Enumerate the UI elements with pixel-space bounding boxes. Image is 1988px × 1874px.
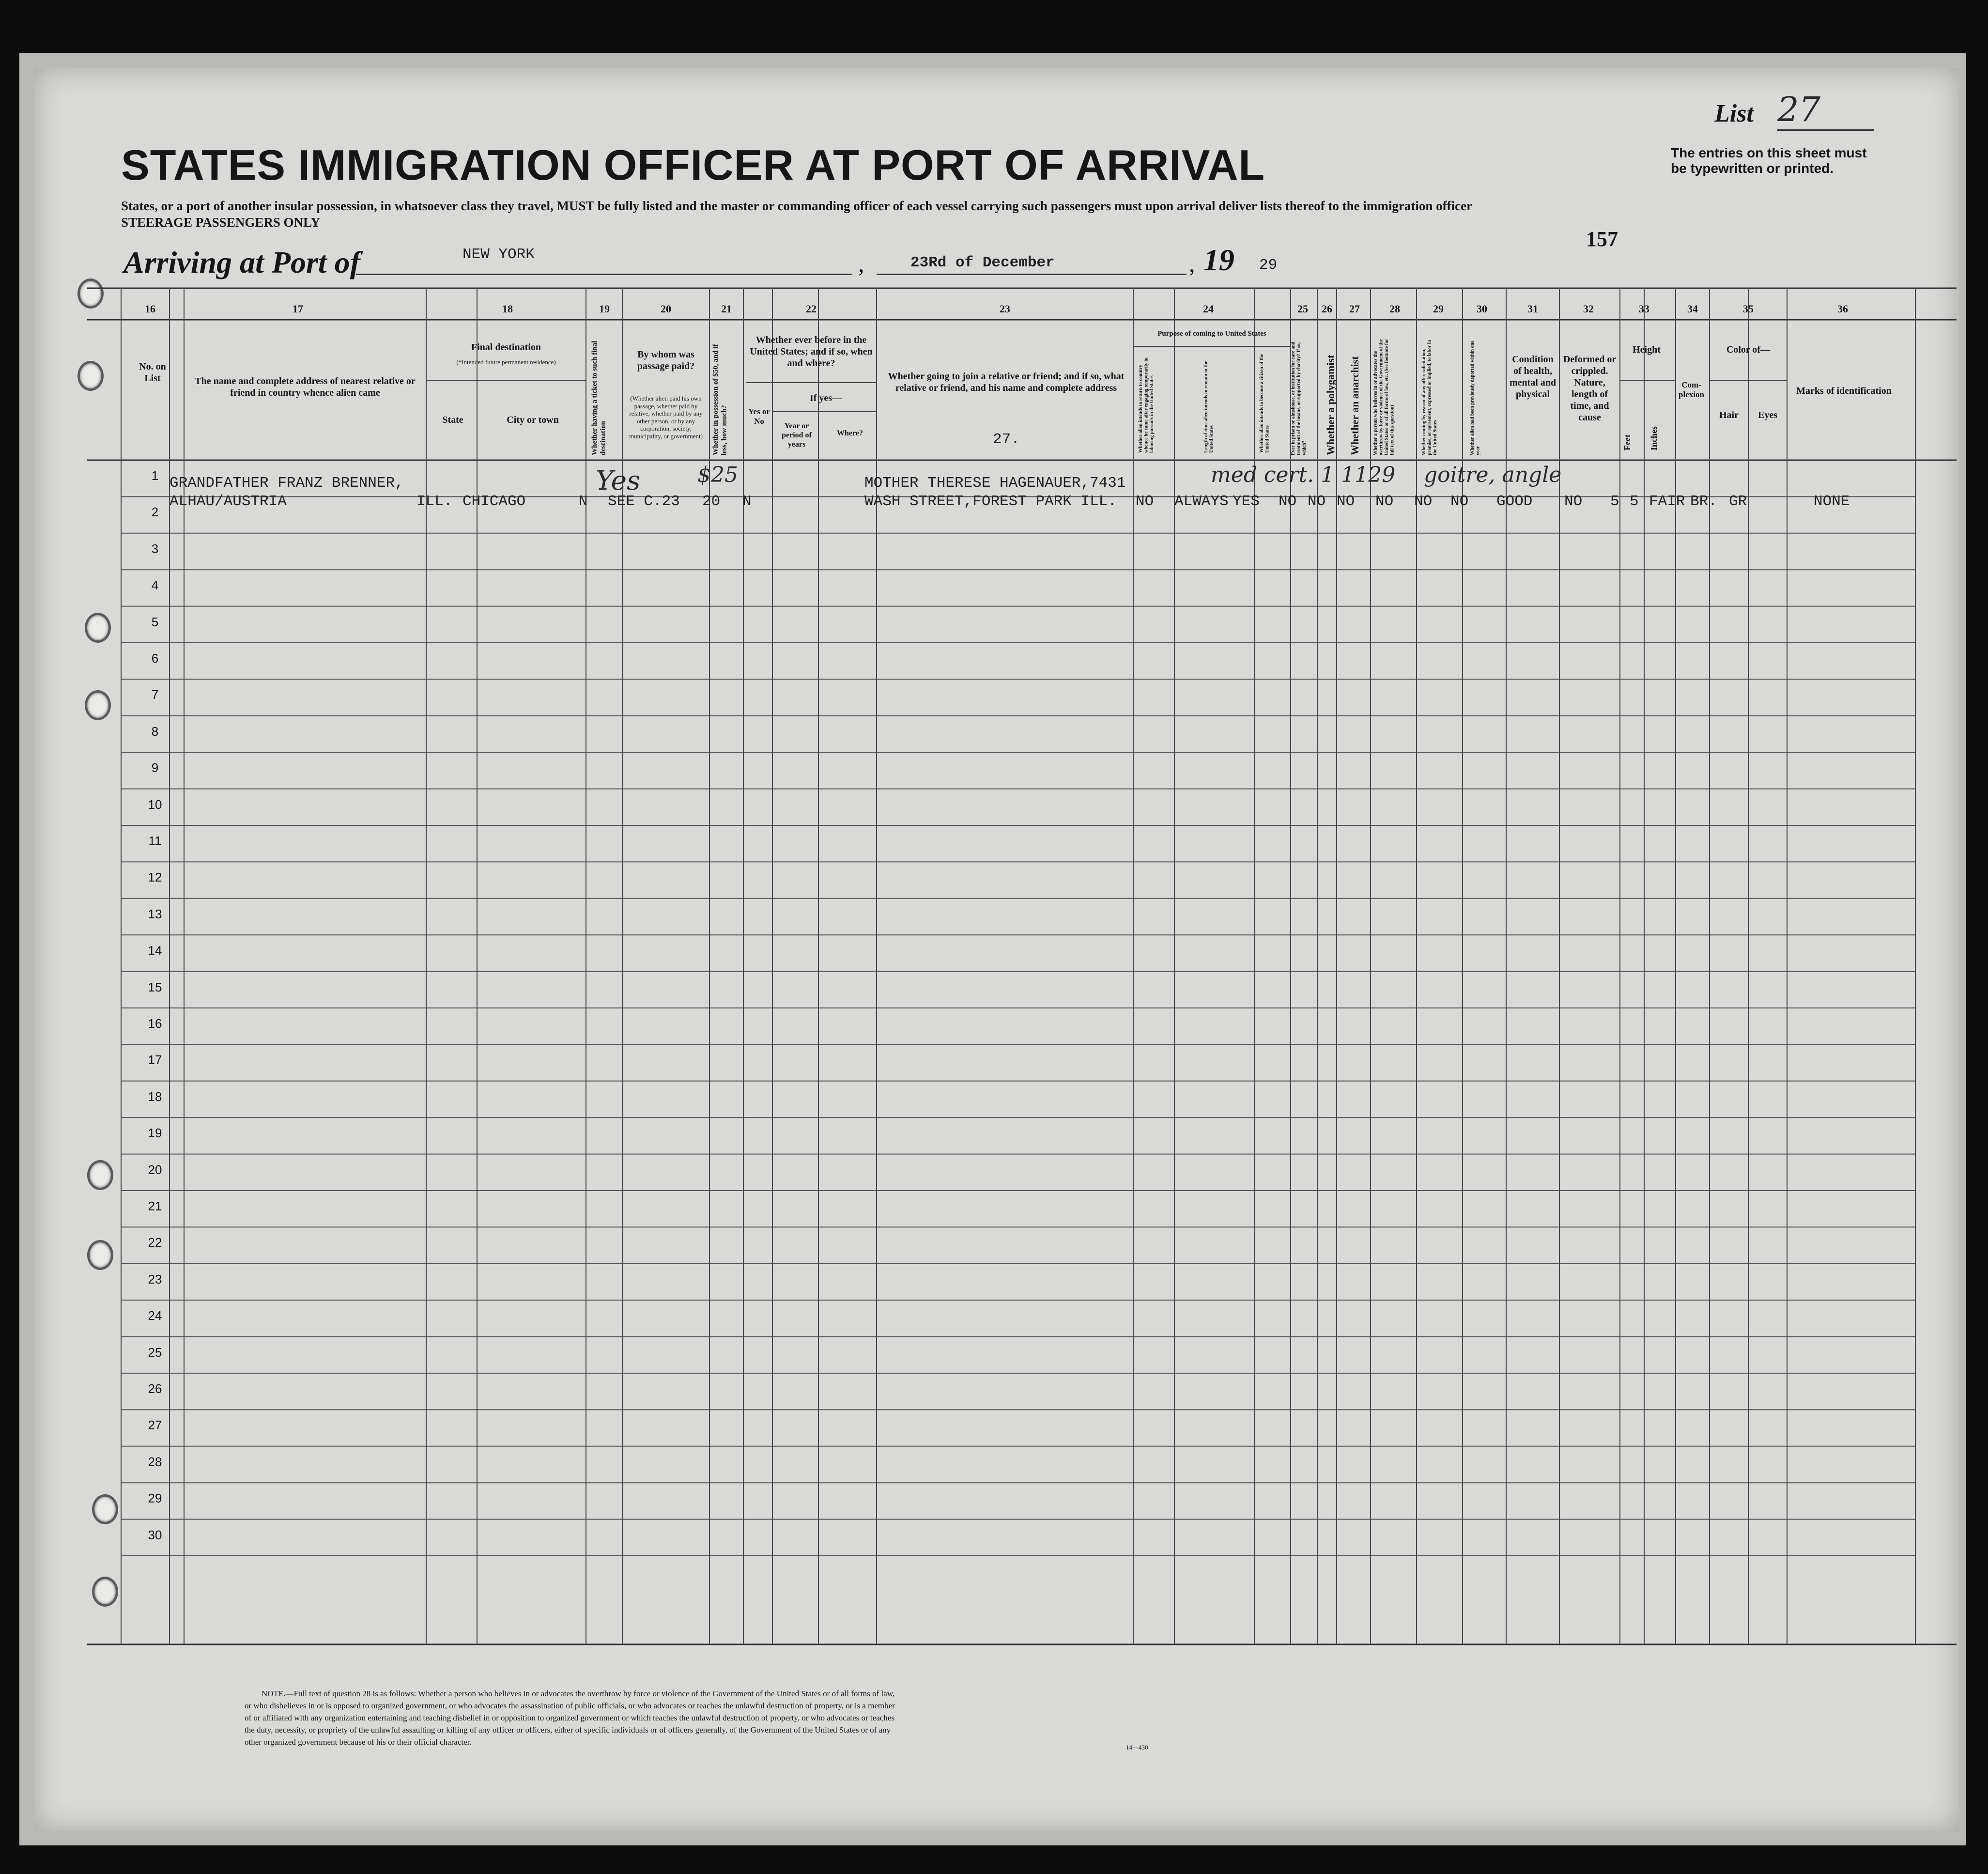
column-number: 35 — [1743, 303, 1754, 315]
row-number: 8 — [151, 724, 159, 739]
header-passage-note: (Whether alien paid his own passage, whether paid by relative, whether paid by any other person, or by any corporation, society, municipality, or government) — [629, 395, 703, 440]
page-number: 157 — [1586, 227, 1618, 251]
entries-note-1: The entries on this sheet must — [1671, 145, 1867, 160]
entry-intend-return: NO — [1136, 493, 1154, 510]
column-number: 31 — [1527, 303, 1538, 315]
entry-annotation-2: goitre, angle — [1424, 463, 1562, 487]
entry-offer: NO — [1414, 493, 1433, 510]
row-number: 1 — [151, 468, 159, 483]
column-number: 36 — [1837, 303, 1848, 315]
header-final-destination-note: (*Intended future permanent residence) — [456, 358, 556, 366]
row-number: 3 — [151, 541, 159, 556]
footnote-line5: other organized government because of his or their official character. — [245, 1737, 472, 1747]
column-number: 20 — [661, 303, 671, 315]
column-number: 30 — [1477, 303, 1487, 315]
year-value: 29 — [1259, 257, 1278, 274]
form-title: STATES IMMIGRATION OFFICER AT PORT OF ARRIVAL — [121, 141, 1265, 189]
header-health: Condition of health, mental and physical — [1509, 354, 1556, 400]
header-inches: Inches — [1649, 426, 1659, 450]
entry-before: N — [742, 493, 752, 510]
entry-ticket-handwritten: Yes — [596, 465, 641, 496]
entry-annotation-1: med cert. 1 1129 — [1211, 463, 1396, 487]
entry-state: ILL. — [416, 493, 453, 510]
header-ticket: Whether having a ticket to such final destination — [591, 341, 607, 455]
row-number: 26 — [148, 1381, 162, 1396]
row-number: 12 — [148, 870, 162, 885]
row-number: 15 — [148, 979, 162, 994]
header-nearest-relative: The name and complete address of nearest relative or friend in country whence alien came — [195, 376, 416, 398]
column-number: 21 — [721, 303, 732, 315]
row-number: 21 — [148, 1199, 162, 1213]
row-number: 22 — [148, 1235, 162, 1250]
header-feet: Feet — [1622, 434, 1632, 450]
row-number: 20 — [148, 1162, 162, 1177]
column-number: 24 — [1203, 303, 1214, 315]
row-number: 17 — [148, 1053, 162, 1068]
comma: , — [1189, 250, 1195, 277]
entry-ticket: N — [579, 493, 588, 510]
row-number: 9 — [151, 760, 159, 775]
header-hair: Hair — [1719, 410, 1739, 420]
year-prefix: 19 — [1203, 243, 1234, 277]
entry-eyes: GR — [1729, 493, 1747, 510]
list-label: List — [1714, 100, 1754, 127]
row-number: 16 — [148, 1016, 162, 1031]
header-final-destination: Final destination — [471, 342, 541, 353]
header-marks: Marks of identification — [1796, 386, 1892, 396]
c23-typed-note: 27. — [993, 431, 1020, 448]
header-prison: Ever in prison or almshouse, or institution for care and treatment of the insane, or supported by charity? If so, which? — [1291, 341, 1307, 455]
column-number: 28 — [1389, 303, 1400, 315]
row-number: 14 — [148, 943, 162, 958]
entry-citizen: YES — [1233, 493, 1260, 510]
header-offer: Whether coming by reason of any offer, solicitation, promise, or agreement, expressed or implied, to labor in the United States — [1421, 340, 1438, 455]
column-number: 18 — [502, 303, 513, 315]
header-deported: Whether alien had been previously deported within one year — [1470, 341, 1481, 455]
footnote-line1: NOTE.—Full text of question 28 is as follows: Whether a person who believes in or advocates the overthrow by force or violence of the Government of the United States or of all forms of law, — [262, 1689, 895, 1698]
port-value: NEW YORK — [462, 246, 535, 263]
header-year-period: Year or period of years — [782, 422, 812, 449]
entry-anarchist: NO — [1337, 493, 1355, 510]
column-number: 25 — [1297, 303, 1308, 315]
row-number: 18 — [148, 1089, 162, 1104]
header-where: Where? — [837, 429, 863, 437]
column-number: 29 — [1433, 303, 1444, 315]
entry-hair: BR. — [1690, 493, 1717, 510]
row-number: 6 — [151, 651, 159, 666]
column-number: 34 — [1687, 303, 1698, 315]
column-number: 26 — [1322, 303, 1332, 315]
column-number: 17 — [293, 303, 303, 315]
header-possession-50: Whether in possession of $50, and if less, how much? — [712, 344, 728, 455]
entry-money-handwritten: $25 — [697, 463, 738, 487]
header-length-of-time: Length of time alien intends to remain in the United States — [1203, 361, 1215, 453]
row-number: 30 — [148, 1527, 162, 1542]
entry-join-line1: MOTHER THERESE HAGENAUER,7431 — [864, 475, 1126, 492]
row-number: 29 — [148, 1491, 162, 1506]
row-number: 25 — [148, 1345, 162, 1360]
header-passage-paid: By whom was passage paid? — [637, 349, 695, 372]
date-underline — [877, 274, 1187, 275]
header-state: State — [442, 415, 463, 425]
header-polygamist: Whether a polygamist — [1325, 355, 1337, 455]
arriving-label: Arriving at Port of — [123, 245, 360, 279]
entry-prison: NO — [1279, 493, 1297, 510]
row-number: 24 — [148, 1308, 162, 1323]
entry-length: ALWAYS — [1174, 493, 1229, 510]
row-number: 27 — [148, 1418, 162, 1433]
entry-relative-line1: GRANDFATHER FRANZ BRENNER, — [170, 475, 404, 492]
entry-feet: 5 — [1610, 493, 1619, 510]
column-number: 33 — [1639, 303, 1649, 315]
header-purpose: Purpose of coming to United States — [1157, 330, 1266, 338]
entry-deformed: NO — [1564, 493, 1583, 510]
entry-money: 20 — [702, 493, 721, 510]
header-height: Height — [1633, 344, 1661, 355]
header-color-of: Color of— — [1726, 344, 1771, 355]
header-if-yes: If yes— — [809, 393, 842, 403]
header-no-on-list: No. on List — [139, 361, 166, 384]
footnote-line2: or who disbelieves in or is opposed to organized government, or who advocates the assassination of public officials, or who advocates or teaches the unlawful destruction of property, or is a member — [245, 1701, 895, 1710]
list-number: 27 — [1777, 90, 1874, 131]
column-number: 27 — [1349, 303, 1360, 315]
row-number: 13 — [148, 906, 162, 921]
entry-health: GOOD — [1496, 493, 1533, 510]
header-intend-citizen: Whether alien intends to become a citizen of the United States — [1259, 354, 1270, 453]
comma: , — [858, 250, 864, 277]
column-number: 16 — [145, 303, 155, 315]
row-number: 11 — [148, 834, 162, 848]
entry-complexion: FAIR — [1649, 493, 1685, 510]
header-overthrow: Whether a person who believes in or advocates the overthrow by force or violence of the Government of the United States or of all forms of law, etc. (See footnote for full text of this question) — [1373, 339, 1395, 455]
row-number: 28 — [148, 1454, 162, 1469]
column-number: 32 — [1583, 303, 1594, 315]
port-underline — [356, 274, 852, 275]
header-city: City or town — [507, 415, 559, 425]
entry-city: CHICAGO — [462, 493, 526, 510]
entry-deported: NO — [1450, 493, 1469, 510]
steerage-label: STEERAGE PASSENGERS ONLY — [121, 215, 321, 230]
entry-overthrow: NO — [1375, 493, 1394, 510]
entry-marks: NONE — [1814, 493, 1850, 510]
header-ever-before: Whether ever before in the United States; and if so, when and where? — [750, 335, 873, 369]
column-number: 19 — [599, 303, 610, 315]
header-eyes: Eyes — [1758, 410, 1777, 420]
entry-polygamist: NO — [1308, 493, 1326, 510]
header-intend-return: Whether alien intends to return to country whence he came after engaging temporarily in laboring pursuits in the United States — [1138, 357, 1155, 453]
header-anarchist: Whether an anarchist — [1349, 356, 1361, 455]
entry-inches: 5 — [1630, 493, 1639, 510]
row-number: 23 — [148, 1271, 162, 1286]
form-number: 14—430 — [1126, 1744, 1148, 1751]
row-number: 7 — [151, 687, 159, 702]
entries-note-2: be typewritten or printed. — [1671, 161, 1834, 176]
header-complexion: Com-plexion — [1679, 380, 1704, 400]
column-number: 23 — [1000, 303, 1010, 315]
entry-paid-by: SEE C.23 — [608, 493, 680, 510]
entry-relative-line2: ALHAU/AUSTRIA — [170, 493, 287, 510]
footnote-line4: the duty, necessity, or propriety of the unlawful assaulting or killing of any officer or officers, either of specific individuals or of officers generally, of the Government of the United States or of any — [245, 1725, 891, 1735]
row-number: 10 — [148, 797, 162, 812]
entry-join-line2: WASH STREET,FOREST PARK ILL. — [864, 493, 1117, 510]
header-yes-or-no: Yes or No — [748, 407, 770, 426]
column-number: 22 — [806, 303, 817, 315]
header-join-relative: Whether going to join a relative or friend; and if so, what relative or friend, and his name and complete address — [888, 371, 1125, 393]
date-value: 23Rd of December — [910, 254, 1055, 271]
header-deformed: Deformed or crippled. Nature, length of time, and cause — [1563, 354, 1617, 423]
legal-text: States, or a port of another insular possession, in whatsoever class they travel, MUST be fully listed and the master or commanding officer of each vessel carrying such passengers must upon arrival deliver lists thereof to the immigration officer — [121, 199, 1473, 213]
row-number: 2 — [151, 505, 159, 520]
footnote-line3: of or affiliated with any organization entertaining and teaching disbelief in or opposition to organized government or which teaches the unlawful destruction of property, or who advocates or teaches — [245, 1713, 894, 1722]
row-number: 4 — [151, 578, 159, 593]
row-number: 19 — [148, 1126, 162, 1141]
row-number: 5 — [151, 614, 159, 629]
